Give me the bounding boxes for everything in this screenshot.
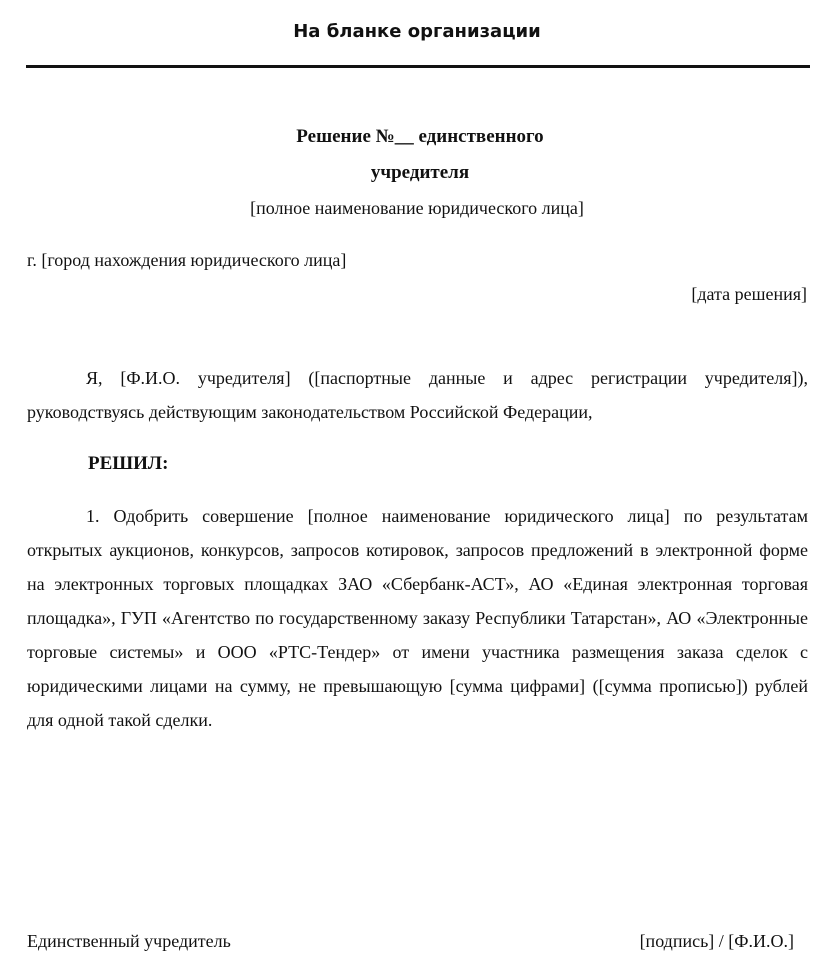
decision-title-line-1: Решение №__ единственного <box>296 126 544 147</box>
signature-placeholder: [подпись] / [Ф.И.О.] <box>639 931 794 951</box>
signatory-role: Единственный учредитель <box>27 931 231 951</box>
decision-item-1: 1. Одобрить совершение [полное наименование юридического лица] по результатам открытых аукционов, конкурсов, запросов котировок, запросов предложений в электронной форме на электронных торговых площадках ЗАО «Сбербанк-АСТ», АО «Единая электронная торговая площадка», ГУП «Агентство по государственному заказу Республики Татарстан», АО «Электронные торговые системы» и ООО «РТС-Тендер» от имени участника размещения заказа сделок с юридическими лицами на сумму, не превышающую [сумма цифрами] ([сумма прописью]) рублей для одной такой сделки. <box>27 506 808 730</box>
decision-date: [дата решения] <box>691 284 807 304</box>
letterhead-label: На бланке организации <box>293 21 541 42</box>
city-line: г. [город нахождения юридического лица] <box>27 250 347 270</box>
intro-paragraph: Я, [Ф.И.О. учредителя] ([паспортные данные и адрес регистрации учредителя]), руководствуясь действующим законодательством Российской Федерации, <box>27 368 808 422</box>
entity-name-placeholder: [полное наименование юридического лица] <box>250 198 584 218</box>
decision-title-line-2: учредителя <box>370 162 470 183</box>
decided-heading: РЕШИЛ: <box>88 453 169 474</box>
header-divider <box>26 65 810 68</box>
